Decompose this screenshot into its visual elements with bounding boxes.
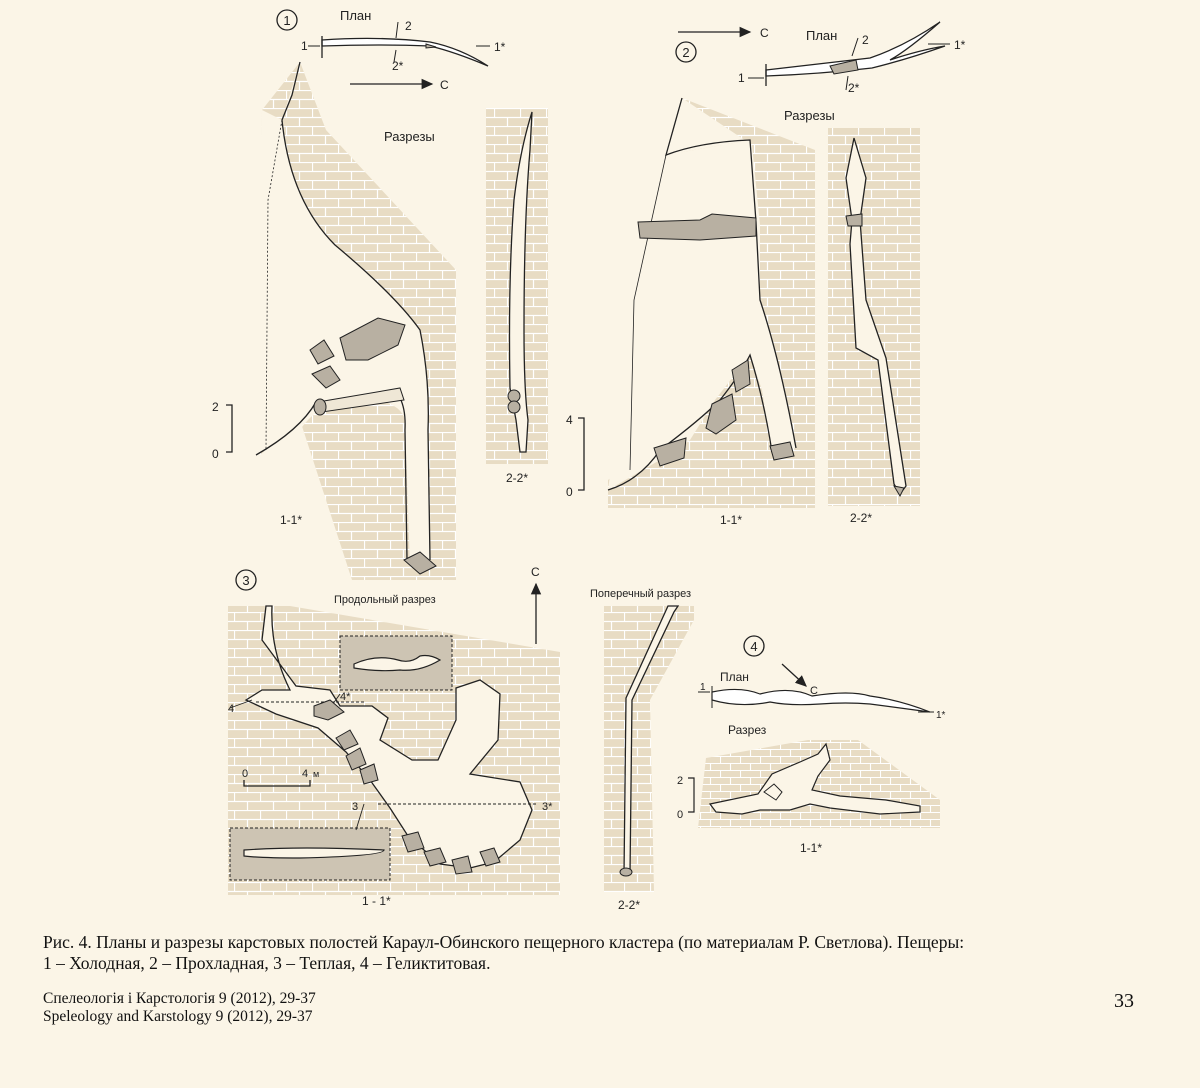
panel-2-scale-top: 4 [566,413,573,427]
panel-4-north-arrow [782,664,806,686]
panel-2-number: 2 [682,45,690,60]
panel-4-section-label: 1-1* [800,841,823,855]
panel-1-section-1-label: 1-1* [280,513,303,527]
panel-3-section-1-label: 1 - 1* [362,894,391,908]
panel-1-number: 1 [283,13,291,28]
panel-3-mark-4s: 4* [340,691,351,703]
panel-2-plan-label: План [806,28,838,43]
panel-1-north-label: С [440,78,449,92]
panel-3-transverse-title: Поперечный разрез [590,588,692,600]
panel-3-scale-start: 0 [242,768,249,780]
journal-footer [43,990,316,1026]
panel-3-number: 3 [242,573,250,588]
panel-2-sections-title: Разрезы [784,108,835,123]
panel-1-sections-title: Разрезы [384,129,435,144]
panel-1-plan-label: План [340,8,372,23]
panel-1-section-2-label: 2-2* [506,471,529,485]
panel-1-plan-mark-1: 1 [301,39,308,53]
panel-3-mark-3s: 3* [542,801,553,813]
panel-2-plan-mark-2: 2 [862,33,869,47]
panel-3-mark-4: 4 [228,703,235,715]
panel-4-plan-mark-1: 1 [700,682,706,693]
panel-3-scale-end: 4 [302,768,309,780]
panel-3-north-label: С [531,565,540,579]
panel-2-plan-mark-1s: 1* [954,38,966,52]
footer-line-1: Спелеологія і Карстологія 9 (2012), 29-37 [43,990,316,1007]
panel-3-warm-cave [228,565,694,912]
panel-4-scale-top: 2 [677,775,684,787]
panel-3-longitudinal-title: Продольный разрез [334,594,436,606]
panel-4-north-label: С [810,685,818,697]
footer-line-2: Speleology and Karstology 9 (2012), 29-37 [43,1008,313,1025]
panel-1-scale-bar [226,405,232,452]
panel-1-scale-top: 2 [212,400,219,414]
panel-2-scale-bottom: 0 [566,485,573,499]
caption-line-2: 1 – Холодная, 2 – Прохладная, 3 – Теплая, 4 – Геликтитовая. [43,953,491,973]
panel-2-section-1-label: 1-1* [720,513,743,527]
panel-4-plan-mark-1s: 1* [936,710,946,721]
page-number: 33 [1114,990,1134,1012]
panel-3-section-2-label: 2-2* [618,898,641,912]
panel-2-section-2-rock [828,128,920,506]
panel-3-scale-unit: м [313,769,320,779]
panel-3-mark-3: 3 [352,801,359,813]
panel-4-section-title: Разрез [728,723,767,737]
panel-1-plan-mark-1s: 1* [494,40,506,54]
panel-2-cool-cave [566,22,966,527]
panel-2-plan-mark-2s: 2* [848,81,860,95]
panel-4-helictite-cave [677,636,946,855]
panel-1-plan-mark-2: 2 [405,19,412,33]
panel-4-scale-bottom: 0 [677,809,684,821]
panel-4-plan-label: План [720,670,749,684]
panel-2-plan-mark-1: 1 [738,71,745,85]
panel-4-scale-bar [688,778,694,812]
panel-4-plan-passage [712,689,930,712]
figure-caption [43,932,1163,974]
panel-2-scale-bar [578,418,584,490]
caption-line-1: Рис. 4. Планы и разрезы карстовых полостей Караул-Обинского пещерного кластера (по материалам Р. Светлова). Пещеры: [43,932,965,952]
panel-2-north-label: С [760,26,769,40]
panel-1-cold-cave [212,8,548,580]
panel-2-section-2-label: 2-2* [850,511,873,525]
panel-4-number: 4 [750,639,758,654]
panel-1-scale-bottom: 0 [212,447,219,461]
panel-1-plan-passage [322,38,488,66]
panel-1-plan-mark-2s: 2* [392,59,404,73]
